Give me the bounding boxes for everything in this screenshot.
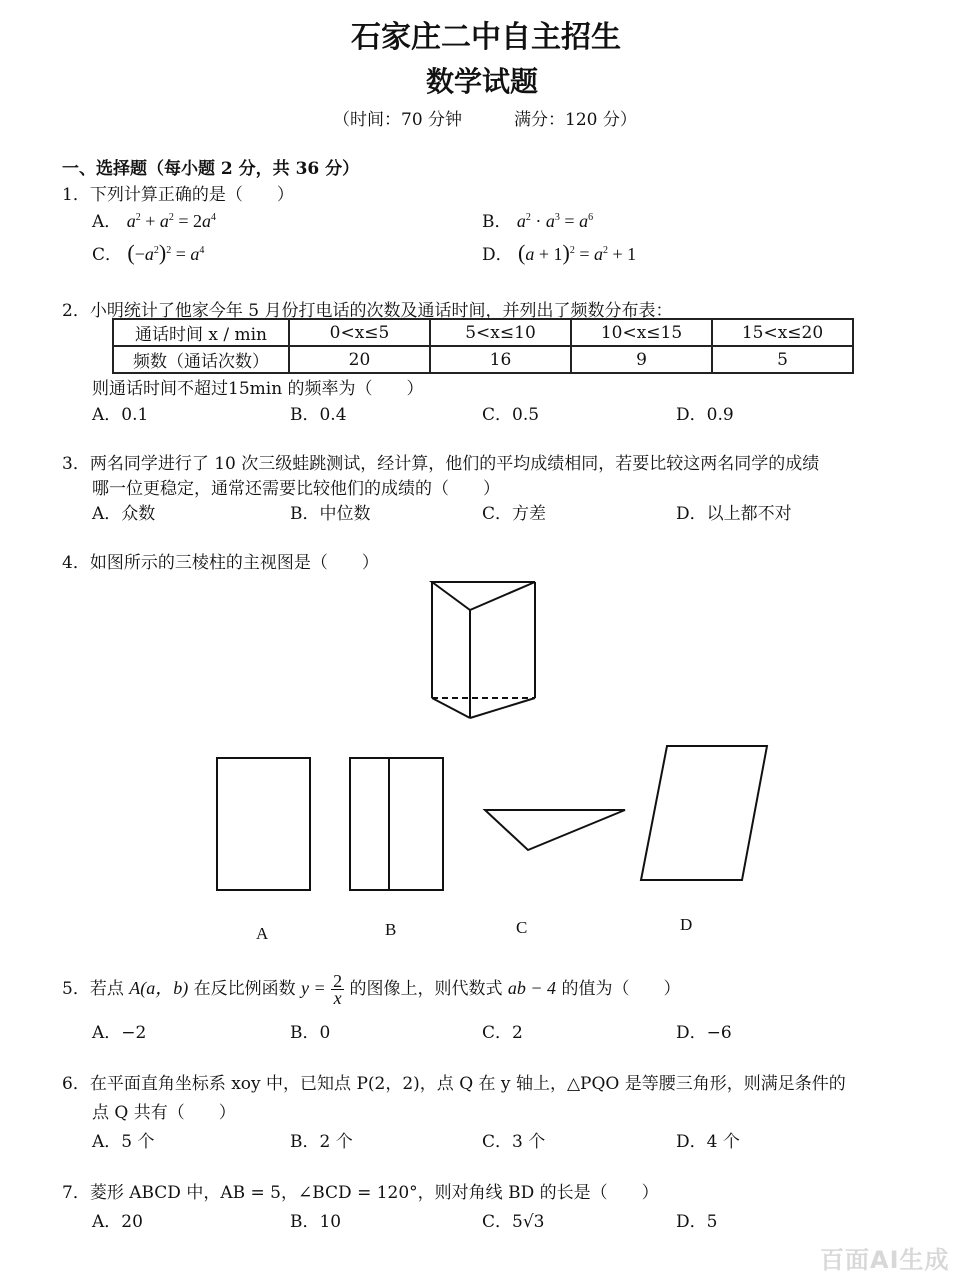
q6-line2: 点 Q 共有（ ） xyxy=(92,1103,236,1123)
table-cell: 频数（通话次数） xyxy=(113,346,289,373)
q1-option-b-label: B． xyxy=(482,212,512,232)
q6-option-a: A．5 个 xyxy=(92,1132,155,1152)
q4-stem: 4．如图所示的三棱柱的主视图是（ ） xyxy=(62,553,379,573)
q6-line1: 6．在平面直角坐标系 xoy 中，已知点 P(2，2)，点 Q 在 y 轴上，△PQO 是等腰三角形，则满足条件的 xyxy=(62,1074,846,1094)
q2-question: 则通话时间不超过15min 的频率为（ ） xyxy=(92,379,424,399)
table-row xyxy=(113,346,853,373)
table-cell: 5<x≤10 xyxy=(430,319,571,346)
table-cell: 16 xyxy=(430,346,571,373)
q1-option-d xyxy=(482,240,636,266)
q5-option-b: B．0 xyxy=(290,1023,331,1043)
figure-d-parallelogram xyxy=(641,746,767,880)
q7-option-c: C．5√3 xyxy=(482,1212,545,1232)
figure-label-c: C xyxy=(516,918,528,937)
q7-stem: 7．菱形 ABCD 中，AB = 5，∠BCD = 120°，则对角线 BD 的长是（ ） xyxy=(62,1183,659,1203)
time-info: （时间：70 分钟 xyxy=(333,110,463,130)
q7-option-b: B．10 xyxy=(290,1212,342,1232)
q5-fraction-numerator: 2 xyxy=(333,971,343,991)
table-cell: 10<x≤15 xyxy=(571,319,712,346)
q2-option-d: D．0.9 xyxy=(676,405,734,425)
q1-option-a xyxy=(92,207,216,232)
q5-suffix: 的值为（ ） xyxy=(561,979,681,999)
exam-title: 石家庄二中自主招生 xyxy=(351,20,621,55)
q2-option-b: B．0.4 xyxy=(290,405,347,425)
table-cell: 15<x≤20 xyxy=(712,319,853,346)
table-cell: 通话时间 x / min xyxy=(113,319,289,346)
q1-option-d-formula: $(a + 1)^2 = a^2 + 1$ xyxy=(518,240,637,265)
q1-option-a-formula: $a^2 + a^2 = 2a^4$ xyxy=(126,211,216,231)
table-cell: 0<x≤5 xyxy=(289,319,430,346)
q3-line1: 3．两名同学进行了 10 次三级蛙跳测试，经计算，他们的平均成绩相同，若要比较这两名同学的成绩 xyxy=(62,454,820,474)
triangular-prism-drawing xyxy=(432,582,535,718)
section-heading: 一、选择题（每小题 2 分，共 36 分） xyxy=(62,159,360,179)
score-info: 满分：120 分） xyxy=(514,110,637,130)
q1-option-c xyxy=(92,240,204,266)
q2-option-a: A．0.1 xyxy=(92,405,149,425)
q5-prefix: 5．若点 xyxy=(62,979,124,999)
figure-label-b: B xyxy=(385,920,397,939)
table-cell: 20 xyxy=(289,346,430,373)
q1-option-c-formula: $(-a^2)^2 = a^4$ xyxy=(127,240,205,265)
prism-figure xyxy=(0,570,973,990)
table-cell: 9 xyxy=(571,346,712,373)
figure-a-rectangle xyxy=(217,758,310,890)
q5-point: A(a，b) xyxy=(129,978,189,998)
figure-label-a: A xyxy=(256,924,269,943)
q1-option-a-label: A． xyxy=(92,212,122,232)
table-cell: 5 xyxy=(712,346,853,373)
q6-option-d: D．4 个 xyxy=(676,1132,740,1152)
q1-option-b-formula: $a^2 \cdot a^3 = a^6$ xyxy=(516,211,594,231)
q3-line2: 哪一位更稳定，通常还需要比较他们的成绩的（ ） xyxy=(92,479,500,499)
q2-option-c: C．0.5 xyxy=(482,405,540,425)
q6-option-b: B．2 个 xyxy=(290,1132,353,1152)
q5-fraction xyxy=(331,973,344,1006)
q3-option-b: B．中位数 xyxy=(290,504,371,524)
q3-option-c: C．方差 xyxy=(482,504,547,524)
q1-option-b xyxy=(482,207,593,232)
exam-subtitle: 数学试题 xyxy=(426,65,539,98)
q2-stem: 2．小明统计了他家今年 5 月份打电话的次数及通话时间，并列出了频数分布表： xyxy=(62,301,673,321)
watermark-text: 百面AI生成 xyxy=(820,1246,950,1274)
frequency-table xyxy=(112,318,854,374)
figure-label-d: D xyxy=(680,915,693,934)
q7-option-a: A．20 xyxy=(92,1212,143,1232)
q5-option-c: C．2 xyxy=(482,1023,523,1043)
q5-expression: ab − 4 xyxy=(507,978,557,998)
q3-option-a: A．众数 xyxy=(92,504,156,524)
q5-fraction-denominator: x xyxy=(333,988,342,1008)
q3-option-d: D．以上都不对 xyxy=(676,504,792,524)
figure-b-split-rectangle xyxy=(350,758,443,890)
q5-mid2: 的图像上，则代数式 xyxy=(349,979,503,999)
table-header-row xyxy=(113,319,853,346)
q5-stem xyxy=(62,973,680,1006)
q5-mid: 在反比例函数 xyxy=(193,979,296,999)
q1-stem: 1．下列计算正确的是（ ） xyxy=(62,185,294,205)
q5-func-lhs: y = xyxy=(301,978,326,998)
q6-option-c: C．3 个 xyxy=(482,1132,546,1152)
q1-option-d-label: D． xyxy=(482,245,513,265)
figure-c-triangle xyxy=(485,810,625,850)
q5-option-a: A．−2 xyxy=(92,1023,147,1043)
q7-option-d: D．5 xyxy=(676,1212,718,1232)
q5-option-d: D．−6 xyxy=(676,1023,732,1043)
q1-option-c-label: C． xyxy=(92,245,123,265)
